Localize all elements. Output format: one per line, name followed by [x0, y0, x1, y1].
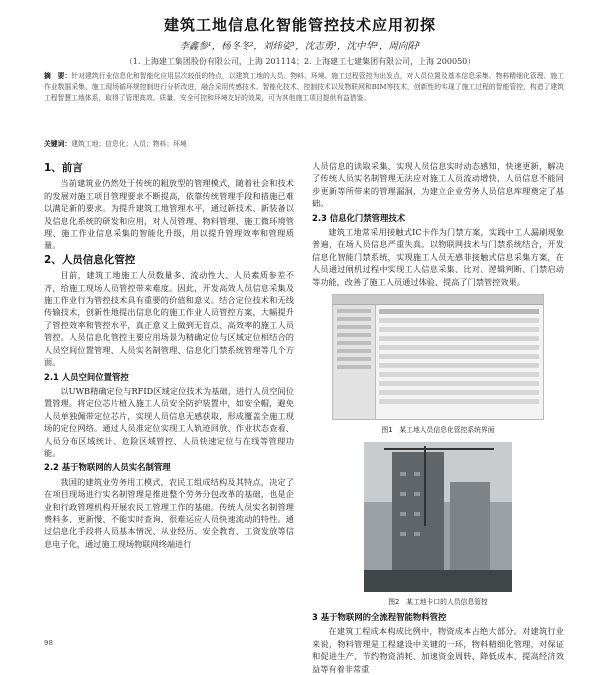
author-list: 李鑫参¹，杨冬冬²，刘炜姿¹，沈志勇¹，沈中华¹，周向阳¹: [179, 41, 421, 52]
section-2-1-heading: 2.1 人员空间位置管控: [44, 371, 129, 382]
keywords: [44, 138, 564, 148]
section-2-2-continued: 人员信息的读取采集，实现人员信息实时动态感知，快速更新，解决了传统人员实名制管理无法应对施工人员流动增快，人员信息不能同步更新等所带来的管理漏洞，为建立企业劳务人员信息库理奠定了基础。: [312, 161, 564, 209]
section-1-paragraph: 当前建筑业仍然处于传统的粗放型的管理模式，随着社会和技术的发展对施工项目管理要求不断提高，依靠传统管理手段和措施已难以满足新的要求。为提升建筑工地管理水平，通过新技术、新装备以及信息化系统的研发和应用，对人员管理、物料管理、施工微环境管理、施工作业信息采集的智能化升级，用以提升管理效率和管理质量。: [44, 178, 294, 251]
section-2-1-paragraph: 以UWB精确定位与RFID区域定位技术为基础，进行人员空间位置管理。将定位芯片植入施工人员安全防护装置中，如安全帽，避免人员单独佩带定位芯片，实现人员信息无感获取，形成覆盖全施工现场的定位网络。通过人员准定位实现工人轨迹回放、作业状态查看、人员分布区域统计、危险区域管控、人员快速定位与在线等管理功能。: [44, 385, 294, 458]
keywords-label: 关键词：: [44, 140, 72, 148]
section-3-heading: 3 基于物联网的全流程智能物料管控: [312, 611, 447, 622]
section-3-paragraph: 在建筑工程成本构成比例中，物资成本占绝大部分。对建筑行业来说，物料管理是工程建设中关键的一环，物料精细化管理，对保证和促进生产、节约物资消耗、加速资金周转、降低成本、提高经济效益等有着非常重: [312, 626, 564, 674]
section-2-3-paragraph: 建筑工地常采用接触式IC卡作为门禁方案，实践中工人漏刷现象普遍，在场人员信息严重失真。以物联网技术与门禁系统结合，开发信息化智能门禁系统，实现施工人员无感非接触式信息采集方案，在人员通过闸机过程中实现工人信息采集、比对、逻辑判断、门禁启动等功能，改善了施工人员通过体验、提高了门禁管控效果。: [312, 227, 564, 287]
section-2-heading: 2、人员信息化管控: [44, 253, 136, 266]
figure-2-crane-mast: [424, 446, 426, 526]
affiliation: （1. 上海建工集团股份有限公司，上海 201114；2. 上海建工七建集团有限公司，上海 200050）: [124, 57, 476, 66]
section-2-3-heading: 2.3 信息化门禁管理技术: [312, 212, 406, 223]
abstract: [44, 71, 564, 105]
section-2-paragraph: 目前，建筑工地施工人员数量多、流动性大、人员素质参差不齐，给施工现场人员管控带来难度。因此，开发高效人员信息采集及施工作业行为管控技术具有重要的价值和意义。结合定位技术和无线传输技术，创新性地提出信息化的施工作业人员管控方案，大幅提升了管控效率和管控水平，真正意义上做到无盲点、高效率的施工人员管控。人员信息化管控主要应用场景为精确定位与区域定位相结合的人员空间位置管理、人员实名制管理、信息化门禁系统管理等几个方面。: [44, 270, 294, 368]
section-2-2-paragraph: 我国的建筑业劳务用工模式，农民工组成结构及其特点，决定了在项目现场进行实名制管理是推进整个劳务分包改革的基础，也是企业和行政管理机构开展农民工管理工作的基础。传统人员实名制管理费料多、更新慢、不能实时查询，很难运应人员快速流动的特性。通过信息化手段将人员基本情况、从业经历、安全教育、工资发放等信息电子化，通过施工现场物联网终端进行: [44, 476, 294, 549]
paper-title: 建筑工地信息化智能管控技术应用初探: [163, 16, 436, 34]
abstract-text: 针对建筑行业信息化和智能化应用层次较低的特点，以建筑工地的人员、物料、环境、施工过程管控为出发点，对人员位置及基本信息采集、物料精细化管理、施工作业数据采集、施工现场循环规控制进行分析改进，融合采用传感技术、智能化技术、控制技术以及物联网和BIM等技术，创新性的实现了施工过程的智能管控，构造了建筑工程智慧工地体系，取得了管理高效、质量、安全可控和环境友好的效果，可为其他施工项目提供有益借鉴。: [44, 72, 565, 103]
page-number: 98: [44, 639, 53, 647]
left-column: [44, 160, 294, 550]
section-2-2-heading: 2.2 基于物联网的人员实名制管理: [44, 462, 171, 473]
right-column: [312, 160, 564, 675]
figure-2-crane-boom: [384, 448, 494, 450]
figure-2-photo: [364, 442, 512, 592]
figure-1-table: [379, 309, 539, 415]
figure-1-sidebar: [333, 305, 376, 419]
figure-2-gate: [364, 570, 512, 592]
section-1-heading: 1、前言: [44, 162, 83, 174]
figure-1-caption: 图1 某工地人员信息化管控系统界面: [381, 426, 495, 435]
figure-2-caption: 图2 某工地卡口的人员信息管控: [388, 598, 488, 607]
figure-1-screenshot: [332, 294, 544, 420]
figure-1-window-titlebar: [333, 295, 543, 305]
abstract-label: 摘 要：: [44, 72, 72, 80]
keywords-text: 建筑工地；信息化；人员；物料；环境: [71, 140, 187, 148]
